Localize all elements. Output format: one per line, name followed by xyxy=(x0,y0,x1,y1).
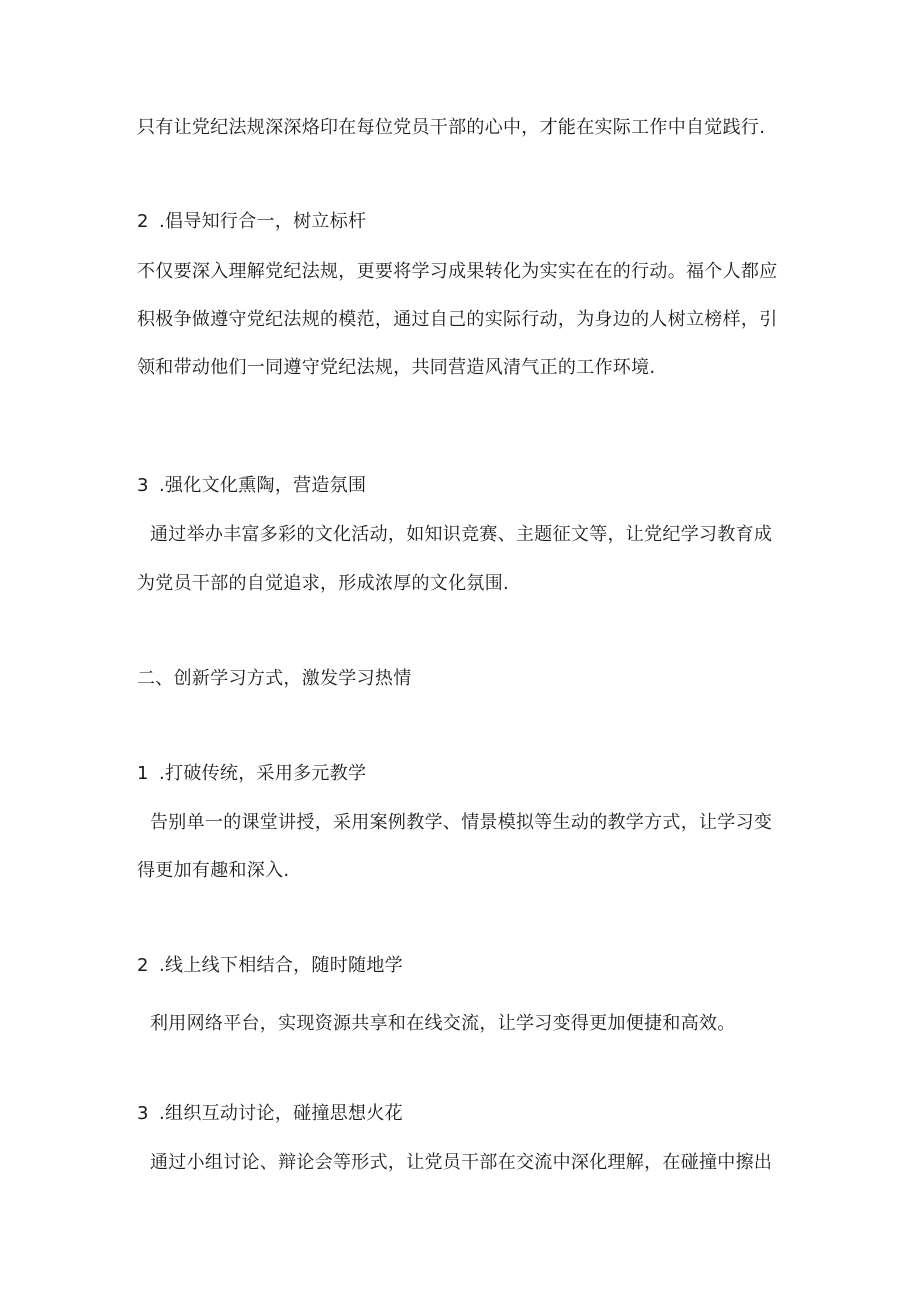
paragraph-line: 领和带动他们一同遵守党纪法规，共同营造风清气正的工作环境. xyxy=(137,357,656,378)
heading-text: .强化文化熏陶，营造氛围 xyxy=(159,475,367,496)
heading-1-diverse-teaching xyxy=(137,762,366,786)
paragraph-line: 告别单一的课堂讲授，采用案例教学、情景模拟等生动的教学方式，让学习变 xyxy=(150,812,773,833)
heading-text: .组织互动讨论，碰撞思想火花 xyxy=(159,1103,403,1124)
paragraph-line: 通过小组讨论、辩论会等形式，让党员干部在交流中深化理解，在碰撞中擦出 xyxy=(150,1152,773,1173)
heading-number: 2 xyxy=(137,211,149,232)
heading-number: 3 xyxy=(137,475,149,496)
heading-2-exemplar xyxy=(137,210,366,234)
paragraph-line: 积极争做遵守党纪法规的模范，通过自己的实际行动，为身边的人树立榜样，引 xyxy=(137,309,778,330)
heading-text: .倡导知行合一，树立标杆 xyxy=(159,211,367,232)
heading-text: .线上线下相结合，随时随地学 xyxy=(159,955,403,976)
paragraph-line: 通过举办丰富多彩的文化活动，如知识竞赛、主题征文等，让党纪学习教育成 xyxy=(150,524,773,545)
paragraph-line: 不仅要深入理解党纪法规，更要将学习成果转化为实实在在的行动。福个人都应 xyxy=(137,261,778,282)
section-heading-two: 二、创新学习方式，激发学习热情 xyxy=(137,668,412,689)
heading-3-culture xyxy=(137,474,366,498)
heading-2-online-offline xyxy=(137,954,403,978)
heading-number: 1 xyxy=(137,763,149,784)
heading-text: .打破传统，采用多元教学 xyxy=(159,763,367,784)
paragraph-line: 为党员干部的自觉追求，形成浓厚的文化氛围. xyxy=(137,573,510,594)
intro-paragraph: 只有让党纪法规深深烙印在每位党员干部的心中，才能在实际工作中自觉践行. xyxy=(137,117,766,138)
paragraph-line: 利用网络平台，实现资源共享和在线交流，让学习变得更加便捷和高效。 xyxy=(150,1013,736,1034)
heading-number: 2 xyxy=(137,955,149,976)
heading-number: 3 xyxy=(137,1103,149,1124)
paragraph-line: 得更加有趣和深入. xyxy=(137,860,290,881)
heading-3-discussion xyxy=(137,1102,403,1126)
